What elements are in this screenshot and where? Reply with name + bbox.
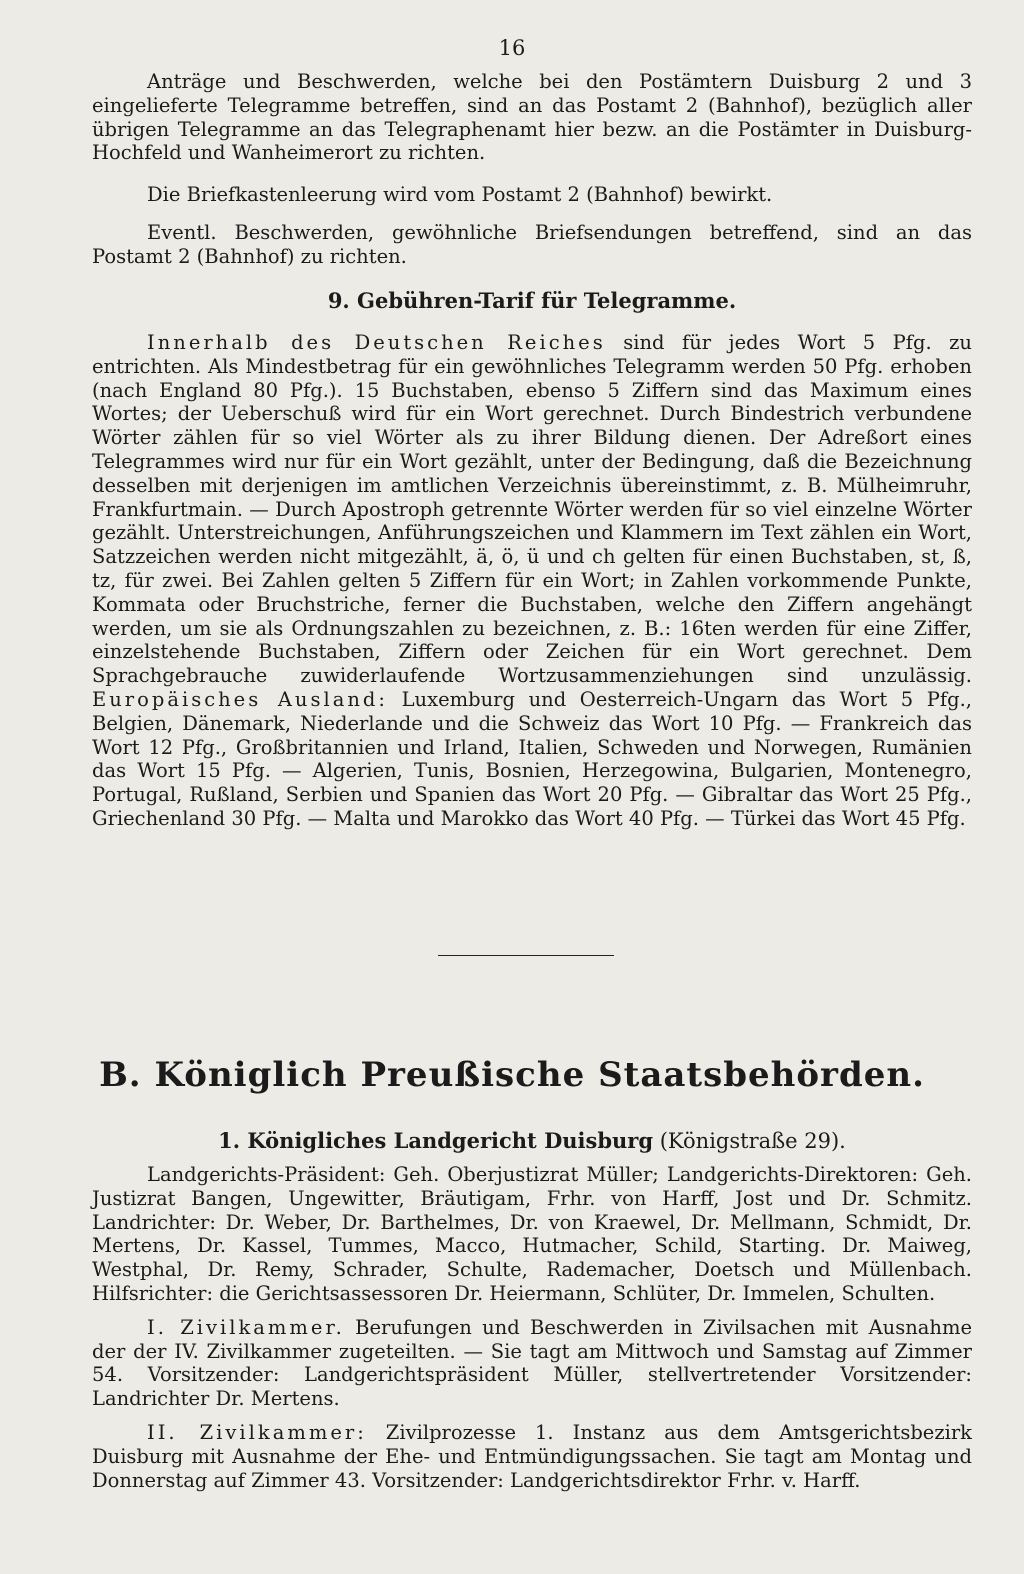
page-number: 16 <box>498 36 526 60</box>
court-section <box>92 1128 972 1492</box>
tariff-paragraph <box>92 331 972 831</box>
tariff-heading: 9. Gebühren-Tarif für Telegramme. <box>327 288 737 313</box>
postal-paragraph-complaints: Anträge und Beschwerden, welche bei den Postämtern Duisburg 2 und 3 eingelieferte Telegramme betreffen, sind an das Postamt 2 (Bahnhof), bezüglich aller übrigen Telegramme an das Telegraphenamt hier bezw. an die Postämter in Duisburg-Hochfeld und Wanheimerort zu richten. <box>92 70 972 165</box>
section-b-title: B. Königlich Preußische Staatsbehörden. <box>99 1055 925 1095</box>
postal-section <box>92 70 972 269</box>
civil-chamber-2-paragraph <box>92 1421 972 1492</box>
court-heading-name: 1. Königliches Landgericht Duisburg <box>218 1128 654 1153</box>
court-staff-paragraph: Landgerichts-Präsident: Geh. Oberjustizrat Müller; Landgerichts-Direktoren: Geh. Justizrat Bangen, Ungewitter, Bräutigam, Frhr. von Harff, Jost und Dr. Schmitz. Landrichter: Dr. Weber, Dr. Barthelmes, Dr. von Kraewel, Dr. Mellmann, Schmidt, Dr. Mertens, Dr. Kassel, Tummes, Macco, Hutmacher, Schild, Starting. Dr. Maiweg, Westphal, Dr. Remy, Schrader, Schulte, Rademacher, Doetsch und Müllenbach. Hilfsrichter: die Gerichtsassessoren Dr. Heiermann, Schlüter, Dr. Immelen, Schulten. <box>92 1163 972 1305</box>
civil-chamber-1-paragraph <box>92 1316 972 1411</box>
civil-chamber-2-text: Zivilprozesse 1. Instanz aus dem Amtsgerichtsbezirk Duisburg mit Ausnahme der Ehe- und Entmündigungssachen. Sie tagt am Montag und Donnerstag auf Zimmer 43. Vorsitzender: Landgerichtsdirektor Frhr. v. Harff. <box>92 1420 972 1492</box>
postal-paragraph-mailbox: Die Briefkastenleerung wird vom Postamt 2 (Bahnhof) bewirkt. <box>147 183 773 207</box>
tariff-lead-foreign: Europäisches Ausland: <box>92 687 388 711</box>
tariff-lead-domestic: Innerhalb des Deutschen Reiches <box>147 331 606 354</box>
civil-chamber-1-label: I. Zivilkammer. <box>147 1315 345 1339</box>
section-divider <box>438 955 614 956</box>
civil-chamber-1-text: Berufungen und Beschwerden in Zivilsachen mit Ausnahme der der IV. Zivilkammer zugeteilten. — Sie tagt am Mittwoch und Samstag auf Zimmer 54. Vorsitzender: Landgerichtspräsident Müller, stellvertretender Vorsitzender: Landrichter Dr. Mertens. <box>92 1315 972 1411</box>
court-heading <box>92 1128 972 1153</box>
court-heading-address: (Königstraße 29). <box>653 1129 846 1153</box>
civil-chamber-2-label: II. Zivilkammer: <box>147 1420 367 1444</box>
tariff-text-foreign: Luxemburg und Oesterreich-Ungarn das Wort 5 Pfg., Belgien, Dänemark, Niederlande und die Schweiz das Wort 10 Pfg. — Frankreich das Wort 12 Pfg., Großbritannien und Irland, Italien, Schweden und Norwegen, Rumänien das Wort 15 Pfg. — Algerien, Tunis, Bosnien, Herzegowina, Bulgarien, Montenegro, Portugal, Rußland, Serbien und Spanien das Wort 20 Pfg. — Gibraltar das Wort 25 Pfg., Griechenland 30 Pfg. — Malta und Marokko das Wort 40 Pfg. — Türkei das Wort 45 Pfg. <box>92 687 973 830</box>
tariff-text-domestic: sind für jedes Wort 5 Pfg. zu entrichten. Als Mindestbetrag für ein gewöhnliches Telegramm werden 50 Pfg. erhoben (nach England 80 Pfg.). 15 Buchstaben, ebenso 5 Ziffern sind das Maximum eines Wortes; der Ueberschuß wird für ein Wort gerechnet. Durch Bindestrich verbundene Wörter zählen für so viel Wörter als zu ihrer Bildung dienen. Der Adreßort eines Telegrammes wird nur für ein Wort gezählt, unter der Bedingung, daß die Bezeichnung desselben mit derjenigen im amtlichen Verzeichnis übereinstimmt, z. B. Mülheimruhr, Frankfurtmain. — Durch Apostroph getrennte Wörter werden für so viel einzelne Wörter gezählt. Unterstreichungen, Anführungszeichen und Klammern im Text zählen ein Wort, Satzzeichen werden nicht mitgezählt, ä, ö, ü und ch gelten für einen Buchstaben, st, ß, tz, für zwei. Bei Zahlen gelten 5 Ziffern für ein Wort; in Zahlen vorkommende Punkte, Kommata oder Bruchstriche, ferner die Buchstaben, welche den Ziffern angehängt werden, um sie als Ordnungszahlen zu bezeichnen, z. B.: 16ten werden für eine Ziffer, einzelstehende Buchstaben, Ziffern oder Zeichen für ein Wort gerechnet. Dem Sprachgebrauche zuwiderlaufende Wortzusammenziehungen sind unzulässig. <box>92 331 972 688</box>
tariff-section <box>92 288 972 831</box>
postal-paragraph-letters: Eventl. Beschwerden, gewöhnliche Briefsendungen betreffend, sind an das Postamt 2 (Bahnhof) zu richten. <box>92 220 972 268</box>
